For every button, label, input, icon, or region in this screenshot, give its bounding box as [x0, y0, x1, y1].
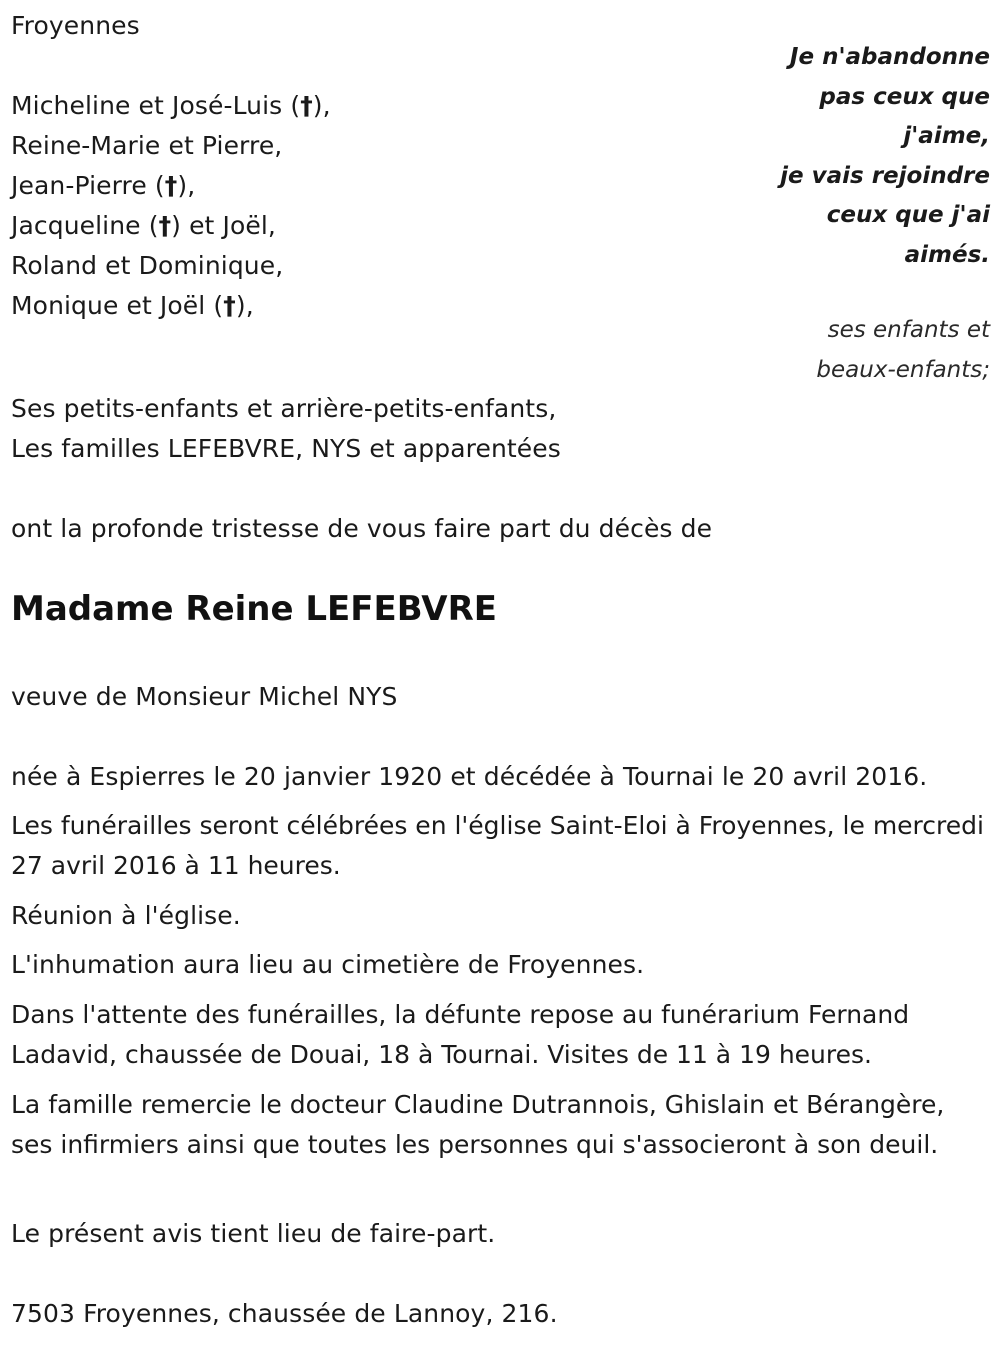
notice-text: Le présent avis tient lieu de faire-part.: [11, 1219, 496, 1248]
relatives-line: Ses petits-enfants et arrière-petits-enfants,: [11, 394, 557, 423]
family-line: Jean-Pierre (†),: [11, 171, 196, 200]
family-line: Monique et Joël (†),: [11, 291, 254, 320]
meeting-text: Réunion à l'église.: [11, 901, 241, 930]
quote-line: ceux que j'ai: [826, 202, 990, 228]
family-line: Micheline et José-Luis (†),: [11, 91, 331, 120]
town-header: Froyennes: [11, 11, 140, 40]
funeral-text: Les funérailles seront célébrées en l'église Saint-Eloi à Froyennes, le mercredi 27 avril 2016 à 11 heures.: [11, 811, 984, 880]
quote-signature: [660, 310, 990, 390]
widow-of-text: veuve de Monsieur Michel NYS: [11, 682, 398, 711]
cross-icon: †: [158, 211, 172, 240]
quote-line: aimés.: [904, 241, 990, 268]
burial-text: L'inhumation aura lieu au cimetière de Froyennes.: [11, 950, 645, 979]
cross-icon: †: [300, 91, 313, 120]
quote-line: j'aime,: [903, 123, 990, 149]
memorial-quote: [660, 38, 990, 275]
family-line: Roland et Dominique,: [11, 251, 284, 280]
family-line: Reine-Marie et Pierre,: [11, 131, 283, 160]
address-text: 7503 Froyennes, chaussée de Lannoy, 216.: [11, 1299, 558, 1328]
thanks-text: La famille remercie le docteur Claudine Dutrannois, Ghislain et Bérangère, ses infirmiers ainsi que toutes les personnes qui s'associeront à son deuil.: [11, 1090, 945, 1159]
wake-text: Dans l'attente des funérailles, la défunte repose au funérarium Fernand Ladavid, chaussée de Douai, 18 à Tournai. Visites de 11 à 19 heures.: [11, 1000, 910, 1069]
deceased-name: Madame Reine LEFEBVRE: [11, 589, 497, 629]
quote-line: je vais rejoindre: [780, 162, 990, 189]
family-line: Jacqueline (†) et Joël,: [11, 211, 276, 240]
relatives-line: Les familles LEFEBVRE, NYS et apparentées: [11, 434, 561, 463]
quote-line: pas ceux que: [819, 83, 990, 110]
birth-death-text: née à Espierres le 20 janvier 1920 et décédée à Tournai le 20 avril 2016.: [11, 762, 928, 791]
signature-line: ses enfants et: [827, 317, 990, 343]
announcement-text: ont la profonde tristesse de vous faire part du décès de: [11, 514, 713, 543]
cross-icon: †: [223, 291, 236, 320]
signature-line: beaux-enfants;: [816, 357, 990, 383]
quote-line: Je n'abandonne: [789, 44, 990, 70]
cross-icon: †: [164, 171, 178, 200]
